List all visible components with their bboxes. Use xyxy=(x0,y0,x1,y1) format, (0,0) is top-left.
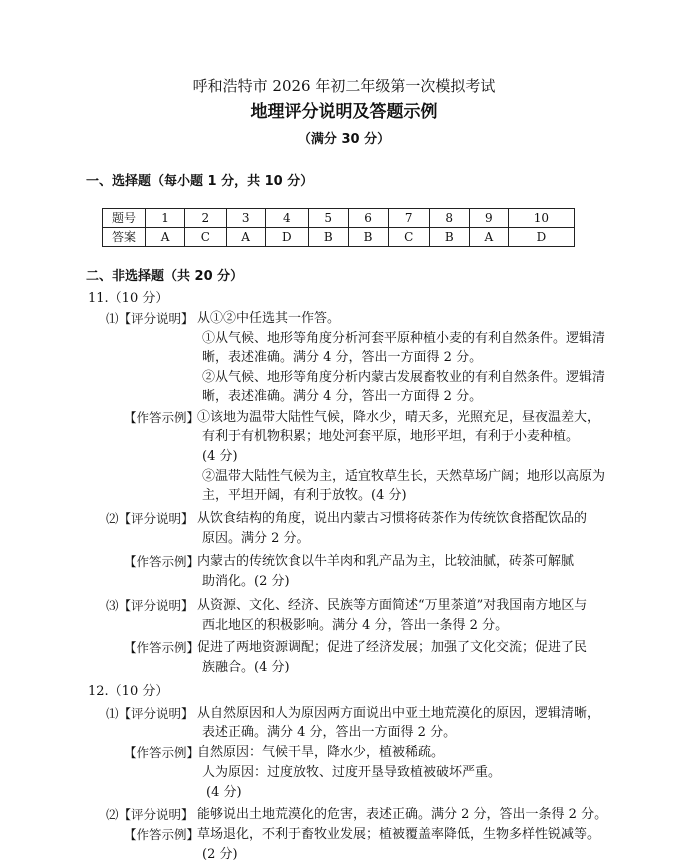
q11-p2-line: 从饮食结构的角度，说出内蒙古习惯将砖茶作为传统饮食搭配饮品的 xyxy=(197,511,588,526)
q11-p1-example-line: ①该地为温带大陆性气候，降水少，晴天多，光照充足，昼夜温差大， xyxy=(197,410,601,425)
q11-p1-line: 晰，表述准确。满分 4 分，答出一方面得 2 分。 xyxy=(202,350,483,365)
q12-p1-line: 表述正确。满分 4 分，答出一方面得 2 分。 xyxy=(202,725,457,740)
table-header-number: 题号 xyxy=(103,209,146,228)
q12-p2-example-line: 草场退化，不利于畜牧业发展；植被覆盖率降低，生物多样性锐减等。 xyxy=(197,827,601,842)
table-cell: A xyxy=(226,228,265,247)
table-cell: 5 xyxy=(308,209,348,228)
q12-p1-example-label: 【作答示例】 xyxy=(124,745,200,760)
table-row-answers xyxy=(103,228,575,247)
q11-p1-line: 从①②中任选其一作答。 xyxy=(197,311,341,326)
exam-title: 呼和浩特市 2026 年初二年级第一次模拟考试 xyxy=(192,77,496,95)
q11-p1-example-line: 主，平坦开阔，有利于放牧。(4 分) xyxy=(202,488,407,503)
q12-p1-label: ⑴【评分说明】 xyxy=(106,706,194,721)
q12-number: 12.（10 分） xyxy=(88,684,169,699)
q11-p1-line: ①从气候、地形等角度分析河套平原种植小麦的有利自然条件。逻辑清 xyxy=(202,331,606,346)
q11-p3-example-line: 族融合。(4 分) xyxy=(202,660,290,675)
q11-p1-example-line: 有利于有机物积累；地处河套平原，地形平坦，有利于小麦种植。 xyxy=(202,429,580,444)
q11-p1-line: 晰，表述准确。满分 4 分，答出一方面得 2 分。 xyxy=(202,389,483,404)
table-cell: D xyxy=(265,228,308,247)
q12-p2-example-label: 【作答示例】 xyxy=(124,827,200,842)
table-row-numbers xyxy=(103,209,575,228)
q12-p1-example-line: 自然原因：气候干旱，降水少，植被稀疏。 xyxy=(197,745,445,760)
q11-p2-label: ⑵【评分说明】 xyxy=(106,511,194,526)
table-cell: 1 xyxy=(146,209,185,228)
q11-p1-example-line: (4 分) xyxy=(202,449,238,464)
q11-p3-line: 从资源、文化、经济、民族等方面简述“万里茶道”对我国南方地区与 xyxy=(197,598,588,613)
table-cell: D xyxy=(508,228,574,247)
table-cell: B xyxy=(429,228,469,247)
q11-p3-label: ⑶【评分说明】 xyxy=(106,598,194,613)
table-cell: A xyxy=(146,228,185,247)
q12-p2-line: 能够说出土地荒漠化的危害，表述正确。满分 2 分，答出一条得 2 分。 xyxy=(197,807,608,822)
q11-p1-line: ②从气候、地形等角度分析内蒙古发展畜牧业的有利自然条件。逻辑清 xyxy=(202,370,606,385)
table-cell: 2 xyxy=(185,209,226,228)
section1-heading: 一、选择题（每小题 1 分，共 10 分） xyxy=(86,174,314,189)
section2-heading: 二、非选择题（共 20 分） xyxy=(86,269,244,284)
q12-p2-example-line: (2 分) xyxy=(202,847,238,862)
table-cell: 8 xyxy=(429,209,469,228)
q11-p2-example-line: 助消化。(2 分) xyxy=(202,574,290,589)
q11-number: 11.（10 分） xyxy=(88,291,169,306)
table-cell: 9 xyxy=(469,209,508,228)
q11-p3-line: 西北地区的积极影响。满分 4 分，答出一条得 2 分。 xyxy=(202,618,509,633)
full-score: （满分 30 分） xyxy=(297,132,391,147)
q11-p1-example-line: ②温带大陆性气候为主，适宜牧草生长，天然草场广阔；地形以高原为 xyxy=(202,469,606,484)
table-cell: B xyxy=(308,228,348,247)
table-cell: 10 xyxy=(508,209,574,228)
table-cell: 4 xyxy=(265,209,308,228)
q12-p2-label: ⑵【评分说明】 xyxy=(106,807,194,822)
q11-p2-example-line: 内蒙古的传统饮食以牛羊肉和乳产品为主，比较油腻，砖茶可解腻 xyxy=(197,554,575,569)
answer-table xyxy=(102,208,575,247)
q11-p2-example-label: 【作答示例】 xyxy=(124,554,200,569)
q11-p1-label: ⑴【评分说明】 xyxy=(106,311,194,326)
q11-p2-line: 原因。满分 2 分。 xyxy=(202,531,310,546)
table-cell: C xyxy=(185,228,226,247)
table-cell: 7 xyxy=(388,209,429,228)
table-cell: B xyxy=(348,228,388,247)
q12-p1-example-line: (4 分) xyxy=(206,785,242,800)
q12-p1-line: 从自然原因和人为原因两方面说出中亚土地荒漠化的原因，逻辑清晰， xyxy=(197,706,601,721)
table-cell: 3 xyxy=(226,209,265,228)
table-cell: A xyxy=(469,228,508,247)
q11-p3-example-label: 【作答示例】 xyxy=(124,640,200,655)
table-cell: C xyxy=(388,228,429,247)
table-cell: 6 xyxy=(348,209,388,228)
q12-p1-example-line: 人为原因：过度放牧、过度开垦导致植被破坏严重。 xyxy=(202,765,502,780)
q11-p1-example-label: 【作答示例】 xyxy=(124,410,200,425)
table-header-answer: 答案 xyxy=(103,228,146,247)
q11-p3-example-line: 促进了两地资源调配；促进了经济发展；加强了文化交流；促进了民 xyxy=(197,640,588,655)
doc-title: 地理评分说明及答题示例 xyxy=(250,102,438,122)
